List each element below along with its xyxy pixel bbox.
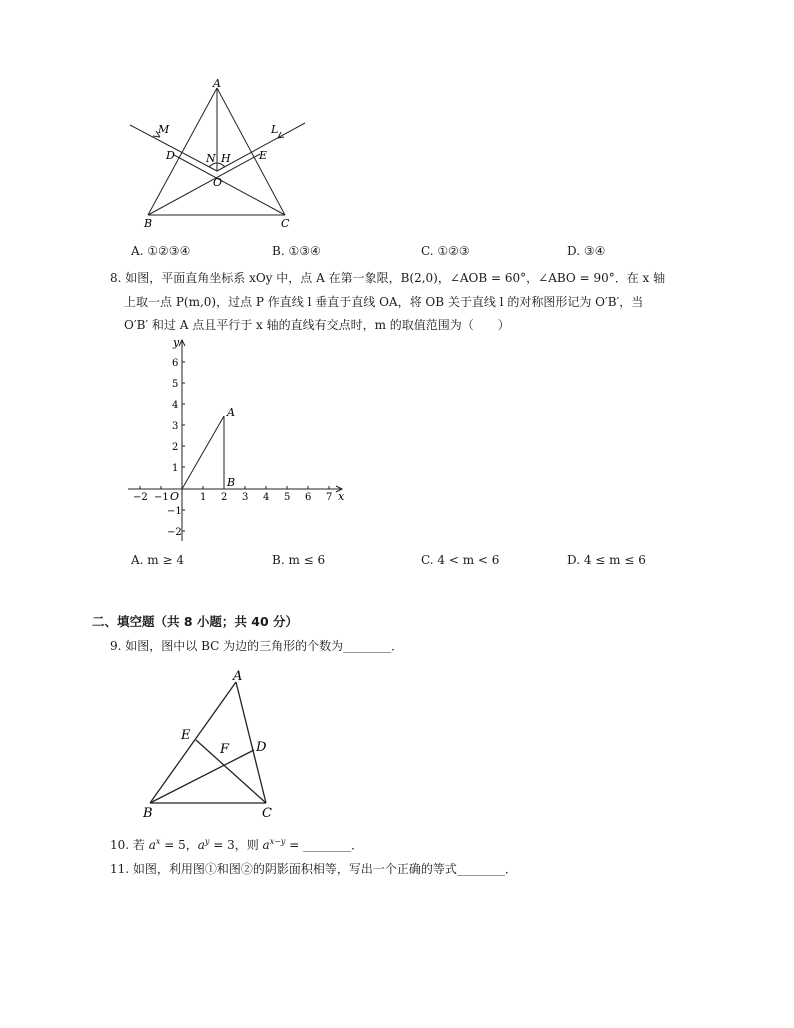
figure-q7	[120, 78, 320, 230]
q10-eq2: = 3，则	[209, 838, 263, 852]
q10-prefix: 10. 若	[110, 838, 149, 852]
x-tick-7: 7	[326, 492, 333, 503]
label-E: E	[181, 728, 191, 743]
figure-q9	[140, 666, 280, 822]
label-D: D	[166, 149, 175, 162]
label-H: H	[221, 152, 231, 165]
origin-label: O	[170, 490, 180, 503]
section-2-heading: 二、填空题（共 8 小题；共 40 分）	[92, 614, 299, 629]
label-B: B	[144, 217, 153, 230]
label-A: A	[213, 78, 221, 90]
label-E: E	[259, 149, 268, 162]
figure-q8-coordinate-plane	[124, 334, 354, 546]
q7-option-d: D. ③④	[567, 244, 606, 258]
label-B: B	[143, 806, 153, 821]
ray-M	[130, 125, 217, 171]
label-L: L	[271, 123, 279, 136]
q8-line-1: 8. 如图，平面直角坐标系 xOy 中，点 A 在第一象限，B(2,0)，∠AOB = 60°，∠ABO = 90°．在 x 轴	[110, 271, 666, 285]
x-tick-neg1: −1	[154, 492, 169, 503]
q8-option-a: A. m ≥ 4	[131, 553, 184, 567]
y-tick-1: 1	[172, 463, 179, 474]
q10-ay-exp: y	[204, 837, 210, 846]
x-tick-2: 2	[221, 492, 228, 503]
line-BD	[150, 750, 254, 803]
q7-option-b: B. ①③④	[272, 244, 321, 258]
y-tick-neg1: −1	[167, 506, 182, 517]
x-tick-6: 6	[305, 492, 312, 503]
label-O: O	[213, 176, 223, 189]
q10-ay-base: a	[197, 838, 205, 852]
x-tick-5: 5	[284, 492, 291, 503]
label-C: C	[262, 806, 272, 821]
q7-option-a: A. ①②③④	[131, 244, 191, 258]
y-tick-6: 6	[172, 358, 179, 369]
x-tick-neg2: −2	[133, 492, 148, 503]
q8-option-d: D. 4 ≤ m ≤ 6	[567, 553, 646, 567]
y-tick-3: 3	[172, 421, 179, 432]
q10-ax-base: a	[148, 838, 156, 852]
q8-option-b: B. m ≤ 6	[272, 553, 326, 567]
x-tick-3: 3	[242, 492, 249, 503]
point-A-label: A	[227, 406, 235, 419]
point-B-label: B	[227, 476, 236, 489]
segment-OA	[182, 416, 224, 489]
q8-line-3: O′B′ 和过 A 点且平行于 x 轴的直线有交点时，m 的取值范围为（ ）	[124, 318, 510, 332]
q10-ax-exp: x	[155, 837, 161, 846]
y-tick-2: 2	[172, 442, 179, 453]
y-tick-4: 4	[172, 400, 179, 411]
x-tick-1: 1	[200, 492, 207, 503]
q10-axy-base: a	[262, 838, 270, 852]
q9-text: 9. 如图，图中以 BC 为边的三角形的个数为________．	[110, 639, 404, 653]
label-A: A	[233, 669, 243, 684]
label-N: N	[206, 152, 216, 165]
y-axis-label: y	[173, 336, 180, 349]
label-D: D	[256, 740, 267, 755]
q10-axy-exp: x−y	[269, 837, 286, 846]
q8-line-2: 上取一点 P(m,0)，过点 P 作直线 l 垂直于直线 OA，将 OB 关于直线 l 的对称图形记为 O′B′，当	[124, 295, 644, 309]
q11-text: 11. 如图，利用图①和图②的阴影面积相等，写出一个正确的等式________．	[110, 862, 517, 876]
q10-text	[110, 838, 363, 851]
q10-eq3: = ________．	[285, 838, 364, 852]
y-tick-neg2: −2	[167, 527, 182, 538]
label-C: C	[281, 217, 290, 230]
x-axis-label: x	[338, 490, 345, 503]
label-F: F	[220, 742, 230, 757]
q10-eq1: = 5，	[160, 838, 198, 852]
label-M: M	[158, 123, 170, 136]
y-tick-5: 5	[172, 379, 179, 390]
x-tick-4: 4	[263, 492, 270, 503]
q8-option-c: C. 4 < m < 6	[421, 553, 500, 567]
q7-option-c: C. ①②③	[421, 244, 470, 258]
